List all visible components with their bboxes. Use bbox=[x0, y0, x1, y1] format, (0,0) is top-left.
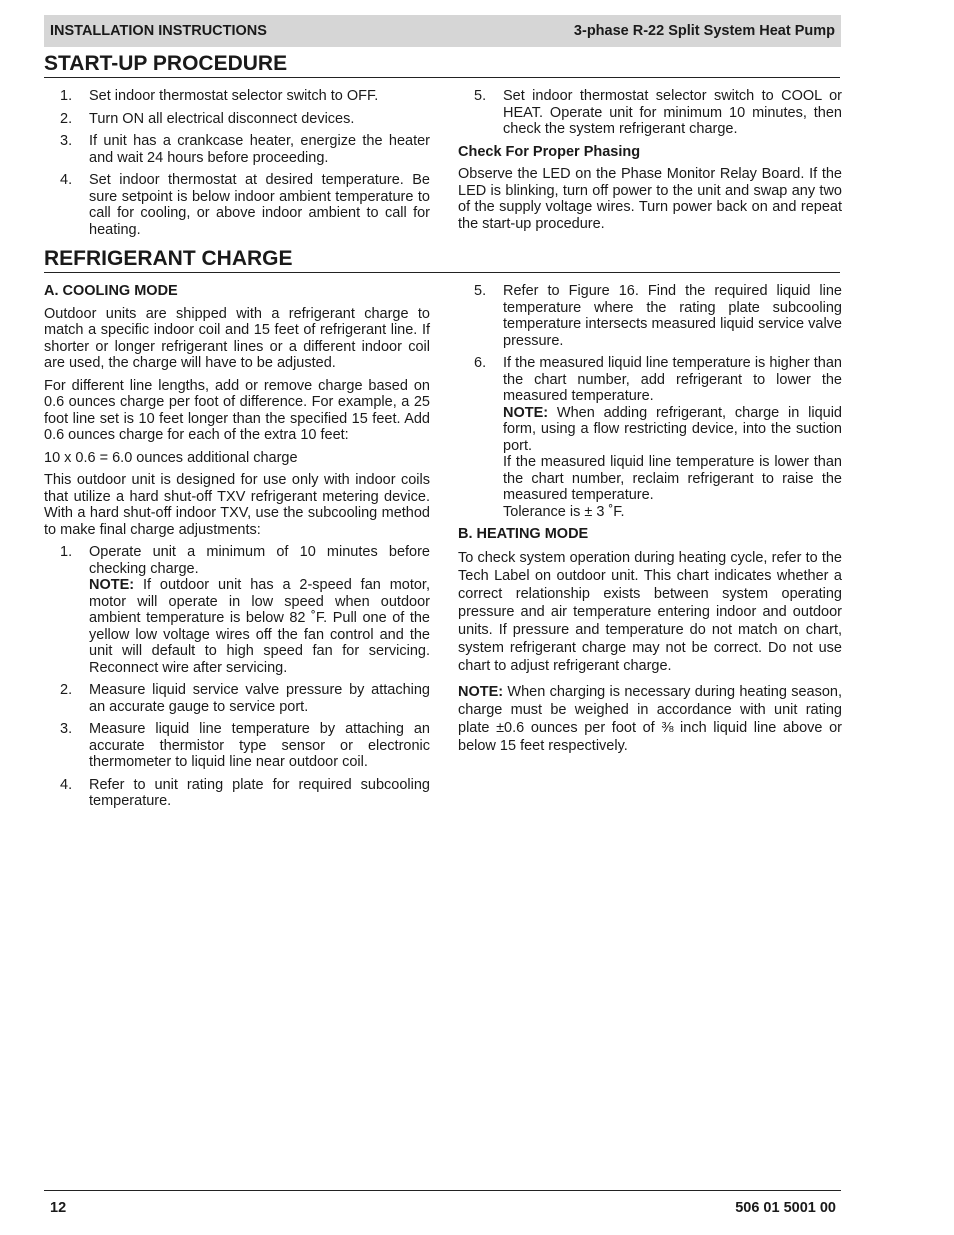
phasing-text: Observe the LED on the Phase Monitor Relay Board. If the LED is blinking, turn off power to the unit and swap any two of the supply voltage wires. Turn power back on and repeat the start-up procedure. bbox=[458, 166, 842, 232]
startup-step bbox=[44, 133, 430, 166]
note-text: If outdoor unit has a 2-speed fan motor, motor will operate in low speed when outdoor ambient temperature is below 82 ˚F. Pull one of the yellow low voltage wires off the fan control and the unit will default to high speed fan for servicing. Reconnect wire after servicing. bbox=[89, 577, 430, 676]
startup-step bbox=[44, 111, 430, 128]
document-footer bbox=[50, 1200, 836, 1216]
note-label: NOTE: bbox=[458, 683, 504, 700]
cooling-step bbox=[44, 544, 430, 676]
cooling-step bbox=[458, 283, 842, 349]
cooling-steps-list-continued bbox=[458, 283, 842, 520]
startup-right-column bbox=[458, 88, 842, 238]
refrigerant-right-column bbox=[458, 283, 842, 761]
cooling-paragraph-1: Outdoor units are shipped with a refrigerant charge to match a specific indoor coil and 15 feet of refrigerant line. If shorter or longer refrigerant lines or a different indoor coil are used, the charge will have to be adjusted. bbox=[44, 305, 430, 371]
step-text: Operate unit a minimum of 10 minutes before checking charge. bbox=[89, 544, 430, 577]
step-number: 1. bbox=[60, 88, 73, 104]
step-text-continued: If the measured liquid line temperature is lower than the chart number, reclaim refrigerant to raise the measured temperature. bbox=[503, 454, 842, 503]
heating-mode-heading: B. HEATING MODE bbox=[458, 526, 589, 542]
heating-paragraph: To check system operation during heating cycle, refer to the Tech Label on outdoor unit. This chart indicates whether a correct relationship exists between system operating pressure and air temperature entering indoor and outdoor units. If pressure and temperature do not match on chart, system refrigerant charge may not be correct. Do not use chart to adjust refrigerant charge. bbox=[458, 549, 842, 674]
step-number: 2. bbox=[60, 682, 73, 698]
tolerance-text: Tolerance is ± 3 ˚F. bbox=[503, 503, 625, 520]
step-number: 5. bbox=[474, 88, 487, 104]
step-number: 1. bbox=[60, 544, 73, 560]
step-number: 2. bbox=[60, 110, 73, 127]
page-number: 12 bbox=[50, 1200, 67, 1216]
note-label: NOTE: bbox=[89, 577, 135, 593]
cooling-paragraph-3: This outdoor unit is designed for use only with indoor coils that utilize a hard shut-off TXV refrigerant metering device. With a hard shut-off indoor TXV, use the subcooling method to make final charge adjustments: bbox=[44, 472, 430, 538]
step-note bbox=[89, 577, 430, 676]
startup-steps-list bbox=[44, 88, 430, 238]
cooling-step bbox=[44, 777, 430, 810]
step-text: Set indoor thermostat selector switch to OFF. bbox=[89, 88, 379, 104]
startup-left-column bbox=[44, 88, 430, 244]
cooling-step bbox=[44, 682, 430, 715]
header-right: 3-phase R-22 Split System Heat Pump bbox=[573, 23, 835, 39]
step-text: Measure liquid line temperature by attaching an accurate thermistor type sensor or electronic thermometer to liquid line near outdoor coil. bbox=[89, 721, 430, 770]
startup-step bbox=[44, 172, 430, 238]
cooling-paragraph-2: For different line lengths, add or remove charge based on 0.6 ounces charge per foot of difference. For example, a 25 foot line set is 10 feet longer than the specified 15 feet. Add 0.6 ounces charge for each of the extra 10 feet: bbox=[44, 377, 430, 443]
refrigerant-title: REFRIGERANT CHARGE bbox=[44, 246, 840, 273]
step-number: 4. bbox=[60, 172, 73, 188]
cooling-steps-list bbox=[44, 544, 430, 810]
step-number: 5. bbox=[474, 283, 487, 299]
step-text: Measure liquid service valve pressure by attaching an accurate gauge to service port. bbox=[89, 682, 430, 715]
step-text: Set indoor thermostat selector switch to COOL or HEAT. Operate unit for minimum 10 minutes, then check the system refrigerant charge. bbox=[503, 88, 842, 137]
startup-steps-list-continued bbox=[458, 88, 842, 138]
startup-title: START-UP PROCEDURE bbox=[44, 51, 840, 78]
document-header bbox=[44, 15, 841, 47]
step-text: If the measured liquid line temperature is higher than the chart number, add refrigerant to lower the measured temperature. bbox=[503, 355, 842, 404]
refrigerant-left-column bbox=[44, 283, 430, 816]
cooling-mode-heading: A. COOLING MODE bbox=[44, 283, 178, 299]
note-text: When charging is necessary during heating season, charge must be weighed in accordance with unit rating plate ±0.6 ounces per foot of ⅜ inch liquid line above or below 15 feet respectively. bbox=[458, 683, 842, 754]
startup-step bbox=[458, 88, 842, 138]
document-number: 506 01 5001 00 bbox=[735, 1200, 836, 1216]
footer-divider bbox=[44, 1190, 841, 1191]
note-text: When adding refrigerant, charge in liquid form, using a flow restricting device, into the suction port. bbox=[503, 404, 842, 454]
step-number: 6. bbox=[474, 355, 487, 371]
note-label: NOTE: bbox=[503, 404, 549, 421]
cooling-formula: 10 x 0.6 = 6.0 ounces additional charge bbox=[44, 449, 298, 466]
step-number: 4. bbox=[60, 776, 73, 793]
step-text: Turn ON all electrical disconnect devices. bbox=[89, 110, 355, 127]
step-text: Refer to unit rating plate for required subcooling temperature. bbox=[89, 776, 430, 809]
step-number: 3. bbox=[60, 721, 73, 737]
heating-note bbox=[458, 683, 842, 755]
step-text: If unit has a crankcase heater, energize the heater and wait 24 hours before proceeding. bbox=[89, 133, 430, 166]
header-left: INSTALLATION INSTRUCTIONS bbox=[50, 23, 267, 39]
step-note bbox=[503, 405, 842, 455]
cooling-step bbox=[44, 721, 430, 771]
step-text: Refer to Figure 16. Find the required liquid line temperature where the rating plate subcooling temperature intersects measured liquid service valve pressure. bbox=[503, 283, 842, 349]
cooling-step bbox=[458, 355, 842, 520]
step-text: Set indoor thermostat at desired temperature. Be sure setpoint is below indoor ambient temperature to call for cooling, or above indoor ambient to call for heating. bbox=[89, 172, 430, 238]
startup-step bbox=[44, 88, 430, 105]
phasing-heading: Check For Proper Phasing bbox=[458, 143, 641, 160]
step-number: 3. bbox=[60, 133, 73, 149]
